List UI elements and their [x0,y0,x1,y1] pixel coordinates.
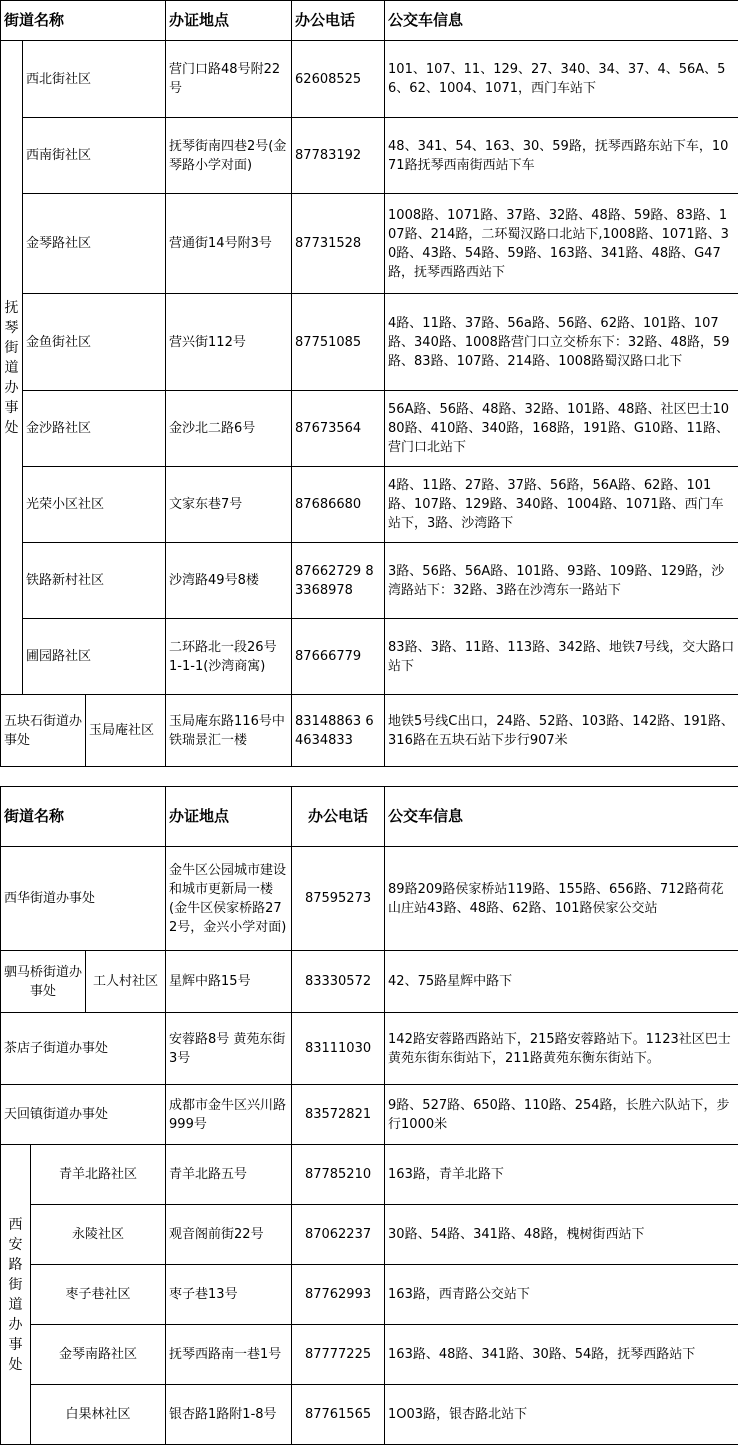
bus-info: 56A路、56路、48路、32路、101路、48路、社区巴士1080路、410路、340路，168路，191路、G10路、11路、营门口北站下 [385,391,738,467]
office-address: 金牛区公园城市建设和城市更新局一楼(金牛区侯家桥路272号，金兴小学对面) [166,847,292,951]
street-name-fuqin: 抚 琴 街 道 办 事 处 [1,41,23,695]
community-name: 金沙路社区 [23,391,166,467]
bus-info: 163路，青羊北路下 [385,1145,738,1205]
office-phone: 87785210 [292,1145,385,1205]
community-name: 永陵社区 [31,1205,166,1265]
office-phone: 87662729 83368978 [292,543,385,619]
office-address: 银杏路1路附1-8号 [166,1385,292,1445]
bus-info: 地铁5号线C出口，24路、52路、103路、142路、191路、316路在五块石站下步行907米 [385,695,738,767]
bus-info: 42、75路星辉中路下 [385,951,738,1013]
header-phone: 办公电话 [292,1,385,41]
header-street: 街道名称 [1,1,166,41]
community-table-2 [0,786,738,1445]
office-address: 二环路北一段26号 1-1-1(沙湾商寓) [166,619,292,695]
bus-info: 4路、11路、37路、56a路、56路、62路、101路、107路、340路、1008路营门口立交桥东下：32路、48路，59路、83路、107路、214路、1008路蜀汉路口北下 [385,294,738,391]
office-phone: 87761565 [292,1385,385,1445]
community-name: 金琴路社区 [23,194,166,294]
table-row [1,847,738,951]
community-name: 金鱼街社区 [23,294,166,391]
office-phone: 87595273 [292,847,385,951]
office-phone: 87686680 [292,467,385,543]
bus-info: 101、107、11、129、27、340、34、37、4、56A、56、62、1004、1071，西门车站下 [385,41,738,118]
table-row [1,1385,738,1445]
community-name: 青羊北路社区 [31,1145,166,1205]
header-bus: 公交车信息 [385,787,738,847]
office-address: 星辉中路15号 [166,951,292,1013]
table-row [1,118,738,194]
office-address: 营通街14号附3号 [166,194,292,294]
table-row [1,294,738,391]
street-name-chadianzi: 茶店子街道办事处 [1,1013,166,1085]
community-name: 枣子巷社区 [31,1265,166,1325]
bus-info: 3路、56路、56A路、101路、93路、109路、129路，沙湾路站下：32路、3路在沙湾东一路站下 [385,543,738,619]
table-row [1,1325,738,1385]
table-row [1,543,738,619]
bus-info: 163路、48路、341路、30路、54路，抚琴西路站下 [385,1325,738,1385]
community-name: 玉局庵社区 [86,695,166,767]
table-row [1,951,738,1013]
office-phone: 87777225 [292,1325,385,1385]
office-address: 枣子巷13号 [166,1265,292,1325]
bus-info: 142路安蓉路西路站下，215路安蓉路站下。1123社区巴士黄苑东街东街站下，211路黄苑东衡东街站下。 [385,1013,738,1085]
office-phone: 83148863 64634833 [292,695,385,767]
office-phone: 87666779 [292,619,385,695]
office-address: 青羊北路五号 [166,1145,292,1205]
bus-info: 48、341、54、163、30、59路，抚琴西路东站下车，1071路抚琴西南街西站下车 [385,118,738,194]
bus-info: 1008路、1071路、37路、32路、48路、59路、83路、107路、214路，二环蜀汉路口北站下,1008路、1071路、30路、43路、54路、59路、163路、341路、48路、G47路，抚琴西路西站下 [385,194,738,294]
table-row [1,391,738,467]
table-row [1,1265,738,1325]
bus-info: 163路，西青路公交站下 [385,1265,738,1325]
community-name: 金琴南路社区 [31,1325,166,1385]
bus-info: 1O03路，银杏路北站下 [385,1385,738,1445]
office-phone: 87783192 [292,118,385,194]
table-row [1,1013,738,1085]
office-address: 安蓉路8号 黄苑东街3号 [166,1013,292,1085]
bus-info: 89路209路侯家桥站119路、155路、656路、712路荷花山庄站43路、48路、62路、101路侯家公交站 [385,847,738,951]
community-name: 西南街社区 [23,118,166,194]
header-phone: 办公电话 [292,787,385,847]
office-address: 营兴街112号 [166,294,292,391]
table-row [1,619,738,695]
table-row [1,1085,738,1145]
community-name: 光荣小区社区 [23,467,166,543]
office-phone: 87762993 [292,1265,385,1325]
office-phone: 83111030 [292,1013,385,1085]
office-phone: 83330572 [292,951,385,1013]
street-name-wukuaishi: 五块石街道办事处 [1,695,86,767]
office-address: 观音阁前街22号 [166,1205,292,1265]
table-row [1,695,738,767]
bus-info: 83路、3路、11路、113路、342路、地铁7号线，交大路口站下 [385,619,738,695]
table-row [1,1145,738,1205]
office-phone: 87751085 [292,294,385,391]
header-address: 办证地点 [166,1,292,41]
office-phone: 83572821 [292,1085,385,1145]
community-name: 西北街社区 [23,41,166,118]
community-name: 铁路新村社区 [23,543,166,619]
office-address: 成都市金牛区兴川路999号 [166,1085,292,1145]
bus-info: 30路、54路、341路、48路，槐树街西站下 [385,1205,738,1265]
office-address: 营门口路48号附22号 [166,41,292,118]
office-phone: 62608525 [292,41,385,118]
office-address: 金沙北二路6号 [166,391,292,467]
street-name-tianhui: 天回镇街道办事处 [1,1085,166,1145]
header-address: 办证地点 [166,787,292,847]
street-name-xian: 西 安 路 街 道 办 事 处 [1,1145,31,1445]
community-name: 工人村社区 [86,951,166,1013]
office-phone: 87731528 [292,194,385,294]
office-address: 沙湾路49号8楼 [166,543,292,619]
office-address: 抚琴街南四巷2号(金琴路小学对面) [166,118,292,194]
bus-info: 4路、11路、27路、37路、56路，56A路、62路、101路、107路、129路、340路、1004路、1071路、西门车站下，3路、沙湾路下 [385,467,738,543]
table-row [1,194,738,294]
office-address: 抚琴西路南一巷1号 [166,1325,292,1385]
table-row [1,41,738,118]
street-name-simaqiao: 驷马桥街道办事处 [1,951,86,1013]
header-street: 街道名称 [1,787,166,847]
table-row [1,1205,738,1265]
office-phone: 87062237 [292,1205,385,1265]
bus-info: 9路、527路、650路、110路、254路，长胜六队站下，步行1000米 [385,1085,738,1145]
community-name: 白果林社区 [31,1385,166,1445]
office-address: 文家东巷7号 [166,467,292,543]
street-name-xihua: 西华街道办事处 [1,847,166,951]
office-phone: 87673564 [292,391,385,467]
table-row [1,467,738,543]
office-address: 玉局庵东路116号中铁瑞景汇一楼 [166,695,292,767]
header-bus: 公交车信息 [385,1,738,41]
community-name: 圃园路社区 [23,619,166,695]
